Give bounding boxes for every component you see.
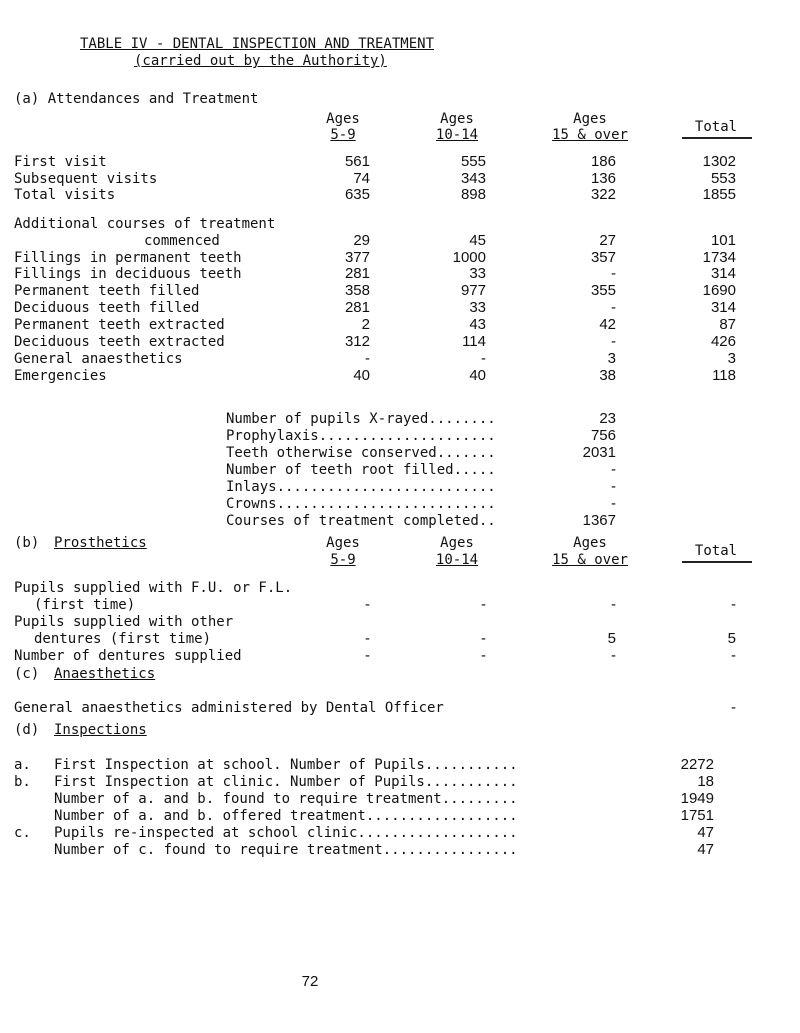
section-c-num: (c) xyxy=(14,666,40,682)
summary-value: 23 xyxy=(599,410,616,427)
inspection-prefix: c. xyxy=(14,825,31,841)
cell: 40 xyxy=(353,367,370,384)
cell: 281 xyxy=(344,265,370,282)
cell: 358 xyxy=(344,282,370,299)
row-label: Pupils supplied with F.U. or F.L. xyxy=(14,580,293,596)
inspection-prefix: b. xyxy=(14,774,31,790)
cell: 45 xyxy=(469,232,486,249)
cell: - xyxy=(731,596,736,613)
cell: - xyxy=(611,647,616,664)
cell: - xyxy=(481,647,486,664)
cell: 322 xyxy=(590,186,616,203)
summary-label: Number of pupils X-rayed........ xyxy=(226,411,496,427)
summary-value: 756 xyxy=(590,427,616,444)
cell: 29 xyxy=(353,232,370,249)
col-head-a-1-line2: 5-9 xyxy=(330,127,356,143)
cell: 33 xyxy=(469,299,486,316)
cell: 426 xyxy=(710,333,736,350)
section-c-heading: Anaesthetics xyxy=(54,666,156,682)
cell: - xyxy=(611,299,616,316)
cell: 27 xyxy=(599,232,616,249)
summary-value: 1367 xyxy=(582,512,616,529)
col-head-a-3-line1: Ages xyxy=(573,111,607,127)
page-subtitle: (carried out by the Authority) xyxy=(134,53,387,69)
section-b-num: (b) xyxy=(14,535,40,551)
cell: 87 xyxy=(719,316,736,333)
col-head-b-total: Total xyxy=(694,543,738,559)
inspection-value: 1751 xyxy=(680,807,714,824)
summary-label: Teeth otherwise conserved....... xyxy=(226,445,496,461)
cell: 5 xyxy=(607,630,616,647)
cell: 561 xyxy=(344,153,370,170)
row-label: Subsequent visits xyxy=(14,171,158,187)
cell: 33 xyxy=(469,265,486,282)
row-label: Fillings in permanent teeth xyxy=(14,250,242,266)
inspection-label: Pupils re-inspected at school clinic................... xyxy=(54,825,518,841)
cell: 74 xyxy=(353,170,370,187)
summary-value: - xyxy=(611,461,616,478)
col-head-a-1-line1: Ages xyxy=(326,111,360,127)
cell: 312 xyxy=(344,333,370,350)
col-head-b-1-line1: Ages xyxy=(326,535,360,551)
row-label-cont: dentures (first time) xyxy=(34,631,212,647)
inspection-label: Number of a. and b. offered treatment.................. xyxy=(54,808,518,824)
col-head-a-3-line2: 15 & over xyxy=(552,127,628,143)
col-head-a-2-line2: 10-14 xyxy=(435,127,479,143)
cell: 898 xyxy=(460,186,486,203)
cell: 314 xyxy=(710,299,736,316)
summary-value: - xyxy=(611,495,616,512)
summary-value: - xyxy=(611,478,616,495)
row-label: Number of dentures supplied xyxy=(14,648,242,664)
cell: - xyxy=(365,647,370,664)
summary-value: 2031 xyxy=(582,444,616,461)
inspection-prefix: a. xyxy=(14,757,31,773)
row-label: Fillings in deciduous teeth xyxy=(14,266,242,282)
inspection-label: First Inspection at school. Number of Pupils........... xyxy=(54,757,518,773)
cell: - xyxy=(731,647,736,664)
row-label-cont: commenced xyxy=(144,233,220,249)
cell: 114 xyxy=(462,333,486,350)
cell: 3 xyxy=(607,350,616,367)
summary-label: Number of teeth root filled..... xyxy=(226,462,496,478)
section-d-heading: Inspections xyxy=(54,722,147,738)
cell: 118 xyxy=(712,367,736,384)
cell: 377 xyxy=(344,249,370,266)
section-a-heading: (a) Attendances and Treatment xyxy=(14,91,259,107)
cell: 1734 xyxy=(702,249,736,266)
col-head-b-3-line1: Ages xyxy=(573,535,607,551)
cell: 40 xyxy=(469,367,486,384)
cell: 635 xyxy=(344,186,370,203)
inspection-label: Number of c. found to require treatment................ xyxy=(54,842,518,858)
section-b-heading: Prosthetics xyxy=(54,535,147,551)
summary-label: Courses of treatment completed.. xyxy=(226,513,496,529)
page-number: 72 xyxy=(301,973,319,990)
cell: - xyxy=(365,596,370,613)
cell: - xyxy=(611,596,616,613)
row-label: Total visits xyxy=(14,187,116,203)
section-d-num: (d) xyxy=(14,722,40,738)
row-label: Permanent teeth filled xyxy=(14,283,200,299)
row-label: Permanent teeth extracted xyxy=(14,317,225,333)
cell: 5 xyxy=(727,630,736,647)
inspection-value: 47 xyxy=(697,841,714,858)
summary-label: Crowns.......................... xyxy=(226,496,496,512)
row-label: Emergencies xyxy=(14,368,107,384)
inspection-value: 2272 xyxy=(680,756,714,773)
cell: 42 xyxy=(599,316,616,333)
inspection-value: 1949 xyxy=(680,790,714,807)
inspection-value: 18 xyxy=(697,773,714,790)
cell: - xyxy=(481,596,486,613)
anaesthetics-value: - xyxy=(731,699,736,716)
col-head-b-3-line2: 15 & over xyxy=(552,552,628,568)
page-title: TABLE IV - DENTAL INSPECTION AND TREATMENT xyxy=(80,36,435,52)
cell: 43 xyxy=(469,316,486,333)
cell: - xyxy=(365,630,370,647)
col-head-a-total: Total xyxy=(694,119,738,135)
total-underline xyxy=(682,561,752,563)
row-label: Deciduous teeth extracted xyxy=(14,334,225,350)
cell: 357 xyxy=(590,249,616,266)
col-head-b-2-line2: 10-14 xyxy=(435,552,479,568)
cell: 3 xyxy=(727,350,736,367)
summary-label: Inlays.......................... xyxy=(226,479,496,495)
cell: 186 xyxy=(590,153,616,170)
row-label-cont: (first time) xyxy=(34,597,136,613)
cell: 38 xyxy=(599,367,616,384)
inspection-label: First Inspection at clinic. Number of Pupils........... xyxy=(54,774,518,790)
cell: 1690 xyxy=(702,282,736,299)
cell: 2 xyxy=(361,316,370,333)
cell: - xyxy=(611,265,616,282)
col-head-a-2-line1: Ages xyxy=(440,111,474,127)
cell: - xyxy=(365,350,370,367)
row-label: Additional courses of treatment xyxy=(14,216,276,232)
cell: 343 xyxy=(460,170,486,187)
cell: - xyxy=(481,630,486,647)
col-head-b-2-line1: Ages xyxy=(440,535,474,551)
cell: 553 xyxy=(710,170,736,187)
cell: 977 xyxy=(460,282,486,299)
total-underline xyxy=(682,137,752,139)
col-head-b-1-line2: 5-9 xyxy=(330,552,356,568)
row-label: Pupils supplied with other xyxy=(14,614,234,630)
inspection-value: 47 xyxy=(697,824,714,841)
anaesthetics-label: General anaesthetics administered by Dental Officer xyxy=(14,700,444,716)
cell: 314 xyxy=(710,265,736,282)
cell: 1000 xyxy=(452,249,486,266)
row-label: Deciduous teeth filled xyxy=(14,300,200,316)
inspection-label: Number of a. and b. found to require treatment......... xyxy=(54,791,518,807)
cell: 101 xyxy=(710,232,736,249)
row-label: First visit xyxy=(14,154,107,170)
cell: 355 xyxy=(590,282,616,299)
cell: 1855 xyxy=(702,186,736,203)
cell: 281 xyxy=(344,299,370,316)
summary-label: Prophylaxis..................... xyxy=(226,428,496,444)
cell: 555 xyxy=(460,153,486,170)
row-label: General anaesthetics xyxy=(14,351,183,367)
cell: 1302 xyxy=(702,153,736,170)
cell: - xyxy=(481,350,486,367)
cell: 136 xyxy=(590,170,616,187)
cell: - xyxy=(611,333,616,350)
